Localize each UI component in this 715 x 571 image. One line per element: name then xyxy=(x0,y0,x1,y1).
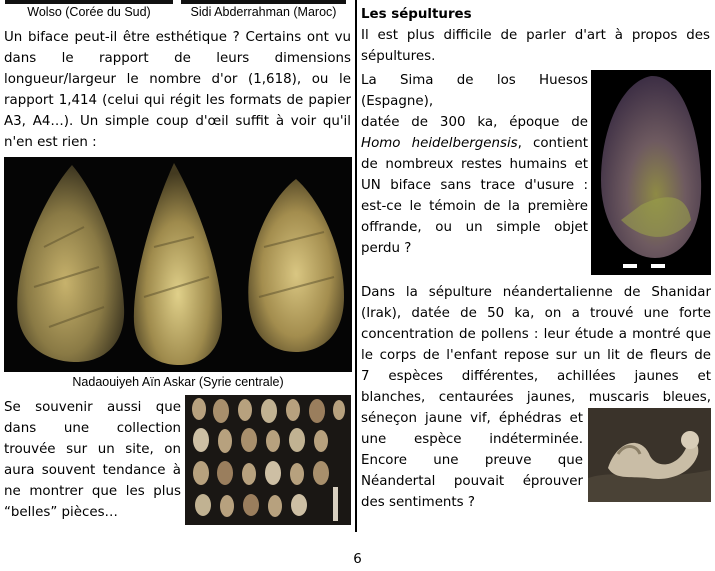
text-line: sépultures. xyxy=(361,49,436,64)
shanidar-illustration xyxy=(588,408,711,502)
text-line: blanches, centaurées jaunes, muscaris bleues, xyxy=(361,390,711,405)
text-line: (Irak), datée de 50 ka, on a trouvé une forte xyxy=(361,306,711,321)
text-line: trouvée sur un site, on xyxy=(4,442,181,457)
text-line: datée de 300 ka, époque de xyxy=(361,115,588,130)
text-line: Dans la sépulture néandertalienne de Shanidar xyxy=(361,285,711,300)
text-line xyxy=(361,133,588,154)
text-line: séneçon jaune vif, éphédras et xyxy=(361,411,583,426)
text-line: dans une collection xyxy=(4,421,181,436)
text-line: perdu ? xyxy=(361,241,412,256)
page-number: 6 xyxy=(353,552,362,567)
text-line: longueur/largeur le nombre d'or (1,618), ou le xyxy=(4,72,351,87)
text-line: A3, A4…). Un simple coup d'œil suffit à voir qu'il xyxy=(4,114,351,129)
caption-sidi: Sidi Abderrahman (Maroc) xyxy=(190,5,337,19)
text-line: offrande, ou un simple objet xyxy=(361,220,588,235)
text-line: Néandertal pouvait éprouver xyxy=(361,474,583,489)
paragraph-intro xyxy=(361,25,710,67)
text-line: une espèce indéterminée. xyxy=(361,432,583,447)
photo-three-bifaces xyxy=(4,157,352,372)
photo-shanidar-burial xyxy=(588,408,711,502)
caption-nadaouiyeh: Nadaouiyeh Aïn Askar (Syrie centrale) xyxy=(72,375,284,389)
text-line: Il est plus difficile de parler d'art à propos des xyxy=(361,28,710,43)
sima-biface-illustration xyxy=(591,70,711,275)
text-fragment: , contient xyxy=(517,136,588,151)
text-line: UN biface sans trace d'usure : xyxy=(361,178,588,193)
collection-illustration xyxy=(185,395,351,525)
paragraph-golden-ratio xyxy=(4,27,351,153)
heading-sepultures: Les sépultures xyxy=(361,7,472,22)
top-bar-left xyxy=(5,0,173,4)
text-line: des sentiments ? xyxy=(361,495,476,510)
text-line: le corps de l'enfant repose sur un lit de fleurs de xyxy=(361,348,711,363)
paragraph-sima xyxy=(361,70,588,259)
paragraph-belles-pieces xyxy=(4,397,181,523)
text-line: ne montrer que les plus xyxy=(4,484,181,499)
text-line: de nombreux restes humains et xyxy=(361,157,588,172)
paragraph-shanidar xyxy=(361,282,711,408)
text-line: Un biface peut-il être esthétique ? Certains ont vu xyxy=(4,30,351,45)
text-line: n'en est rien : xyxy=(4,135,97,150)
text-line: Encore une preuve que xyxy=(361,453,583,468)
text-line: “belles” pièces… xyxy=(4,505,118,520)
text-line: 7 espèces différentes, achillées jaunes et xyxy=(361,369,711,384)
text-line: aura souvent tendance à xyxy=(4,463,181,478)
text-line: est-ce le témoin de la première xyxy=(361,199,588,214)
text-line: concentration de pollens : leur étude a montré que xyxy=(361,327,711,342)
text-line: La Sima de los Huesos (Espagne), xyxy=(361,73,588,109)
text-line: dans le rapport de leurs dimensions xyxy=(4,51,351,66)
photo-sima-biface xyxy=(591,70,711,275)
column-divider xyxy=(355,0,357,532)
paragraph-shanidar-continued xyxy=(361,408,583,513)
text-line: rapport 1,414 (celui qui régit les formats de papier xyxy=(4,93,351,108)
top-bar-right xyxy=(181,0,346,4)
photo-collection xyxy=(185,395,351,525)
bifaces-illustration xyxy=(4,157,352,372)
caption-wolso: Wolso (Corée du Sud) xyxy=(27,5,151,19)
text-line: Se souvenir aussi que xyxy=(4,400,181,415)
species-name: Homo heidelbergensis xyxy=(361,136,518,151)
